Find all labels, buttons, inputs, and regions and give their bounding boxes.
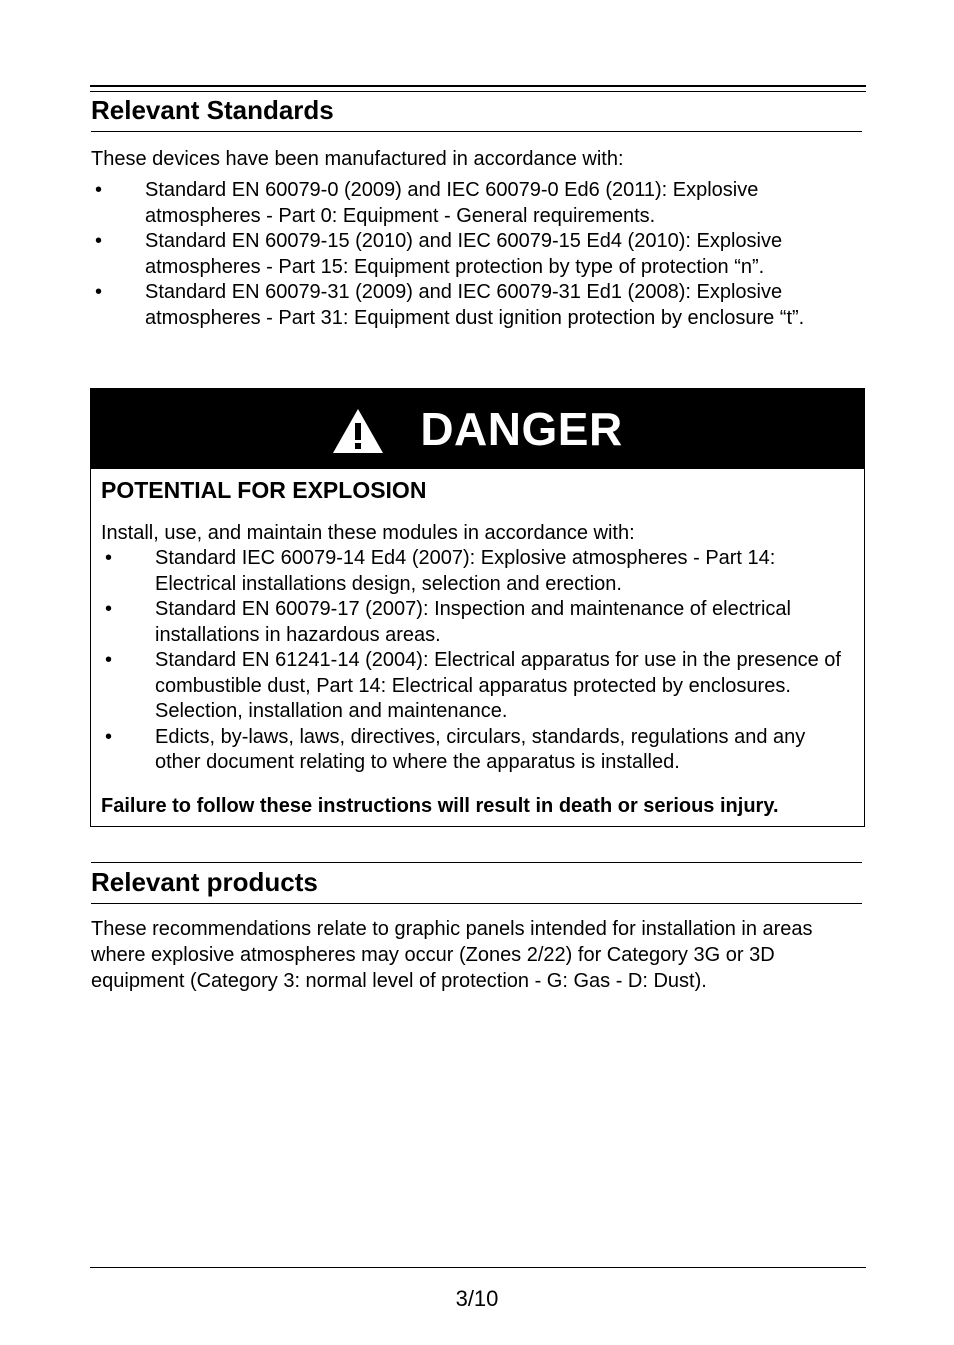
bullet: • xyxy=(105,547,113,569)
danger-title: DANGER xyxy=(420,403,623,455)
danger-header xyxy=(91,389,864,469)
danger-intro: Install, use, and maintain these modules in accordance with: xyxy=(101,522,635,544)
top-rule-secondary xyxy=(90,91,866,92)
standards-list xyxy=(91,178,861,331)
bullet: • xyxy=(95,179,103,201)
warning-triangle-icon xyxy=(332,408,384,454)
list-item: • Standard IEC 60079-14 Ed4 (2007): Explosive atmospheres - Part 14: Electrical installations design, selection and erection. xyxy=(105,547,776,595)
page-number: 3/10 xyxy=(455,1286,499,1311)
standards-heading: Relevant Standards xyxy=(91,95,862,132)
list-item: • Standard EN 61241-14 (2004): Electrical apparatus for use in the presence of combustible dust, Part 14: Electrical apparatus protected by enclosures. Selection, installation and maintenance. xyxy=(105,649,841,722)
bullet: • xyxy=(105,649,113,671)
danger-subtitle: POTENTIAL FOR EXPLOSION xyxy=(101,477,427,503)
footer-rule xyxy=(90,1267,866,1268)
danger-consequence: Failure to follow these instructions will result in death or serious injury. xyxy=(101,795,779,817)
list-item: • Edicts, by-laws, laws, directives, circulars, standards, regulations and any other document relating to where the apparatus is installed. xyxy=(105,725,806,773)
products-body: These recommendations relate to graphic panels intended for installation in areas where explosive atmospheres may occur (Zones 2/22) for Category 3G or 3D equipment (Category 3: normal level of protection - G: Gas - D: Dust). xyxy=(91,918,813,992)
bullet: • xyxy=(105,598,113,620)
list-item: • Standard EN 60079-15 (2010) and IEC 60079-15 Ed4 (2010): Explosive atmospheres - Part 15: Equipment protection by type of protection “n”. xyxy=(95,230,783,278)
list-item: • Standard EN 60079-17 (2007): Inspection and maintenance of electrical installations in hazardous areas. xyxy=(105,598,791,646)
list-item: • Standard EN 60079-0 (2009) and IEC 60079-0 Ed6 (2011): Explosive atmospheres - Part 0: Equipment - General requirements. xyxy=(95,179,759,227)
bullet: • xyxy=(95,230,103,252)
bullet: • xyxy=(95,281,103,303)
standards-intro: These devices have been manufactured in accordance with: xyxy=(91,148,624,170)
products-heading: Relevant products xyxy=(91,862,862,904)
bullet: • xyxy=(105,725,113,748)
danger-list xyxy=(101,546,856,776)
danger-safety-box xyxy=(90,388,865,827)
top-rule xyxy=(90,85,866,87)
list-item: • Standard EN 60079-31 (2009) and IEC 60079-31 Ed1 (2008): Explosive atmospheres - Part 31: Equipment dust ignition protection by enclosure “t”. xyxy=(95,281,805,329)
